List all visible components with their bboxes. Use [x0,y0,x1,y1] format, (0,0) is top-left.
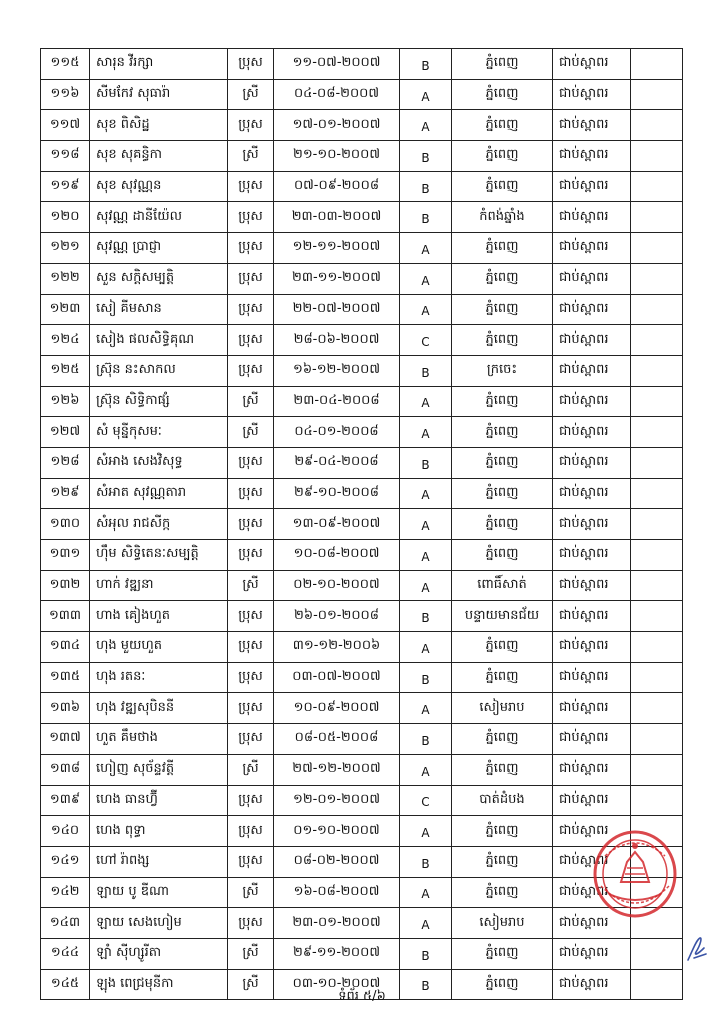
note-cell [631,263,683,294]
note-cell [631,540,683,571]
grade-cell: B [400,938,452,969]
note-cell [631,141,683,172]
row-number: ១៣១ [41,540,90,571]
student-name: សុខ ពិសិដ្ឋ [90,110,228,141]
note-cell [631,325,683,356]
sex-cell: ប្រុស [228,662,274,693]
status-cell: ជាប់ស្ពាពរ [553,233,631,264]
date-of-birth: ១៦-០៨-២០០៧ [274,877,400,908]
row-number: ១៤១ [41,846,90,877]
note-cell [631,570,683,601]
sex-cell: ប្រុស [228,355,274,386]
status-cell: ជាប់ស្ពាពរ [553,908,631,939]
sex-cell: ស្រី [228,386,274,417]
grade-cell: B [400,662,452,693]
sex-cell: ប្រុស [228,233,274,264]
table-row [41,601,683,632]
table-row [41,294,683,325]
grade-cell: A [400,754,452,785]
table-row [41,202,683,233]
table-row [41,386,683,417]
grade-cell: A [400,877,452,908]
row-number: ១២៣ [41,294,90,325]
row-number: ១៣៨ [41,754,90,785]
sex-cell: ប្រុស [228,110,274,141]
grade-cell: A [400,294,452,325]
table-row [41,263,683,294]
status-cell: ជាប់ស្ពាពរ [553,141,631,172]
row-number: ១២២ [41,263,90,294]
table-row [41,325,683,356]
row-number: ១២៦ [41,386,90,417]
status-cell: ជាប់ស្ពាពរ [553,202,631,233]
row-number: ១៣៤ [41,632,90,663]
date-of-birth: ២៩-១១-២០០៧ [274,938,400,969]
date-of-birth: ១០-០៨-២០០៧ [274,540,400,571]
note-cell [631,110,683,141]
row-number: ១២៤ [41,325,90,356]
signature-icon [684,934,710,964]
table-row [41,49,683,80]
birthplace: បន្ទាយមានជ័យ [452,601,553,632]
note-cell [631,509,683,540]
date-of-birth: ០៤-០៨-២០០៧ [274,79,400,110]
grade-cell: A [400,110,452,141]
status-cell: ជាប់ស្ពាពរ [553,110,631,141]
table-row [41,478,683,509]
status-cell: ជាប់ស្ពាពរ [553,325,631,356]
student-name: ហុង មួយហួត [90,632,228,663]
note-cell [631,938,683,969]
note-cell [631,202,683,233]
date-of-birth: ៣១-១២-២០០៦ [274,632,400,663]
status-cell: ជាប់ស្ពាពរ [553,693,631,724]
birthplace: ភ្នំពេញ [452,724,553,755]
status-cell: ជាប់ស្ពាពរ [553,540,631,571]
status-cell: ជាប់ស្ពាពរ [553,785,631,816]
date-of-birth: ០២-១០-២០០៧ [274,570,400,601]
grade-cell: A [400,386,452,417]
note-cell [631,49,683,80]
status-cell: ជាប់ស្ពាពរ [553,969,631,1000]
date-of-birth: ២៧-១២-២០០៧ [274,754,400,785]
grade-cell: B [400,355,452,386]
sex-cell: ស្រី [228,141,274,172]
date-of-birth: ២២-០៧-២០០៧ [274,294,400,325]
date-of-birth: ១៧-០១-២០០៧ [274,110,400,141]
table-row [41,540,683,571]
row-number: ១៤៤ [41,938,90,969]
note-cell [631,447,683,478]
grade-cell: A [400,417,452,448]
table-row [41,447,683,478]
status-cell: ជាប់ស្ពាពរ [553,79,631,110]
student-name: សំអុល រាជសីក្ក [90,509,228,540]
birthplace: ភ្នំពេញ [452,325,553,356]
row-number: ១២៩ [41,478,90,509]
grade-cell: A [400,632,452,663]
grade-cell: B [400,447,452,478]
note-cell [631,724,683,755]
status-cell: ជាប់ស្ពាពរ [553,662,631,693]
note-cell [631,233,683,264]
grade-cell: B [400,49,452,80]
sex-cell: ប្រុស [228,785,274,816]
table-row [41,79,683,110]
grade-cell: A [400,263,452,294]
birthplace: បាត់ដំបង [452,785,553,816]
row-number: ១៣៥ [41,662,90,693]
status-cell: ជាប់ស្ពាពរ [553,754,631,785]
student-name: ស្រ៊ុន សិទ្ធិកាផ្សំ [90,386,228,417]
status-cell: ជាប់ស្ពាពរ [553,417,631,448]
student-name: សារុន វីរក្សា [90,49,228,80]
status-cell: ជាប់ស្ពាពរ [553,171,631,202]
status-cell: ជាប់ស្ពាពរ [553,355,631,386]
status-cell: ជាប់ស្ពាពរ [553,570,631,601]
row-number: ១២៨ [41,447,90,478]
sex-cell: ប្រុស [228,632,274,663]
student-name: ហៀញ សុច័ន្ទវត្តី [90,754,228,785]
table-row [41,754,683,785]
birthplace: ភ្នំពេញ [452,754,553,785]
student-name: សុវណ្ណ ដានីយ៉ែល [90,202,228,233]
sex-cell: ប្រុស [228,816,274,847]
sex-cell: ប្រុស [228,447,274,478]
sex-cell: ប្រុស [228,724,274,755]
status-cell: ជាប់ស្ពាពរ [553,938,631,969]
sex-cell: ប្រុស [228,325,274,356]
sex-cell: ប្រុស [228,478,274,509]
sex-cell: ប្រុស [228,908,274,939]
student-name: ហុង រតនៈ [90,662,228,693]
sex-cell: ប្រុស [228,171,274,202]
grade-cell: A [400,816,452,847]
birthplace: ភ្នំពេញ [452,263,553,294]
status-cell: ជាប់ស្ពាពរ [553,509,631,540]
row-number: ១១៥ [41,49,90,80]
student-name: សំ មុន្នីកុសមៈ [90,417,228,448]
student-name: សុខ សុវណ្ណន [90,171,228,202]
birthplace: សៀមរាប [452,693,553,724]
grade-cell: A [400,478,452,509]
note-cell [631,632,683,663]
grade-cell: A [400,908,452,939]
date-of-birth: ០១-១០-២០០៧ [274,816,400,847]
grade-cell: C [400,325,452,356]
date-of-birth: ២៣-០៤-២០០៨ [274,386,400,417]
table-row [41,417,683,448]
grade-cell: A [400,509,452,540]
status-cell: ជាប់ស្ពាពរ [553,478,631,509]
birthplace: ភ្នំពេញ [452,969,553,1000]
student-name: សីមកែវ សុធារ៉ា [90,79,228,110]
sex-cell: ស្រី [228,570,274,601]
student-name: ឡាំ ស៊ីហ្សូរីតា [90,938,228,969]
date-of-birth: ២៩-១០-២០០៨ [274,478,400,509]
table-row [41,355,683,386]
date-of-birth: ០៤-០១-២០០៨ [274,417,400,448]
status-cell: ជាប់ស្ពាពរ [553,49,631,80]
row-number: ១២៧ [41,417,90,448]
birthplace: ភ្នំពេញ [452,478,553,509]
status-cell: ជាប់ស្ពាពរ [553,447,631,478]
date-of-birth: ១៦-១២-២០០៧ [274,355,400,386]
table-row [41,938,683,969]
grade-cell: B [400,601,452,632]
row-number: ១៣៣ [41,601,90,632]
date-of-birth: ១២-១១-២០០៧ [274,233,400,264]
sex-cell: ស្រី [228,417,274,448]
row-number: ១៣៦ [41,693,90,724]
birthplace: កំពង់ឆ្នាំង [452,202,553,233]
sex-cell: ស្រី [228,754,274,785]
status-cell: ជាប់ស្ពាពរ [553,386,631,417]
status-cell: ជាប់ស្ពាពរ [553,724,631,755]
birthplace: ភ្នំពេញ [452,816,553,847]
note-cell [631,294,683,325]
official-seal-icon [587,822,677,934]
birthplace: ភ្នំពេញ [452,233,553,264]
student-name: ហេង ធានហ្វ៊ី [90,785,228,816]
table-row [41,509,683,540]
student-name: ស្រ៊ុន នះសាកល [90,355,228,386]
status-cell: ជាប់ស្ពាពរ [553,263,631,294]
grade-cell: C [400,785,452,816]
sex-cell: ស្រី [228,79,274,110]
grade-cell: B [400,969,452,1000]
sex-cell: ប្រុស [228,693,274,724]
birthplace: ភ្នំពេញ [452,540,553,571]
birthplace: ភ្នំពេញ [452,938,553,969]
student-name: សំអាត សុវណ្ណតារា [90,478,228,509]
row-number: ១១៧ [41,110,90,141]
student-name: សៀង ផលសិទ្ធិគុណ [90,325,228,356]
student-name: ហាង គៀងហួត [90,601,228,632]
student-name: ឡាយ បូ ឌីណា [90,877,228,908]
note-cell [631,171,683,202]
note-cell [631,693,683,724]
grade-cell: B [400,141,452,172]
note-cell [631,79,683,110]
status-cell: ជាប់ស្ពាពរ [553,877,631,908]
student-name: ហាក់ វឌ្ឍនា [90,570,228,601]
table-row [41,724,683,755]
student-name: ហ៊ឹម សិទ្ធិតេនៈសម្បត្តិ [90,540,228,571]
student-name: ហេង ពុទ្ធា [90,816,228,847]
note-cell [631,601,683,632]
date-of-birth: ២៦-០១-២០០៨ [274,601,400,632]
sex-cell: ប្រុស [228,509,274,540]
grade-cell: A [400,693,452,724]
row-number: ១៣៧ [41,724,90,755]
birthplace: ភ្នំពេញ [452,386,553,417]
table-row [41,632,683,663]
birthplace: ភ្នំពេញ [452,877,553,908]
row-number: ១៤០ [41,816,90,847]
grade-cell: B [400,724,452,755]
status-cell: ជាប់ស្ពាពរ [553,632,631,663]
sex-cell: ប្រុស [228,49,274,80]
status-cell: ជាប់ស្ពាពរ [553,601,631,632]
student-name: សុវណ្ណ ប្រាជ្ញា [90,233,228,264]
grade-cell: B [400,171,452,202]
sex-cell: ប្រុស [228,294,274,325]
date-of-birth: ១០-០៩-២០០៧ [274,693,400,724]
date-of-birth: ១១-០៧-២០០៧ [274,49,400,80]
sex-cell: ប្រុស [228,846,274,877]
student-name: ហុង វឌ្ឍសុបិននី [90,693,228,724]
table-row [41,233,683,264]
sex-cell: ប្រុស [228,540,274,571]
birthplace: ភ្នំពេញ [452,417,553,448]
page-number: ទំព័រ ៥/៦ [338,989,386,1004]
sex-cell: ប្រុស [228,202,274,233]
date-of-birth: ២៣-១១-២០០៧ [274,263,400,294]
sex-cell: ប្រុស [228,263,274,294]
birthplace: ពោធិ៍សាត់ [452,570,553,601]
birthplace: ភ្នំពេញ [452,509,553,540]
student-name: សួន សក្តិសម្បត្តិ [90,263,228,294]
date-of-birth: ២១-១០-២០០៧ [274,141,400,172]
row-number: ១៣០ [41,509,90,540]
birthplace: ភ្នំពេញ [452,79,553,110]
grade-cell: A [400,79,452,110]
date-of-birth: ២៩-០៤-២០០៨ [274,447,400,478]
status-cell: ជាប់ស្ពាពរ [553,846,631,877]
note-cell [631,386,683,417]
row-number: ១២១ [41,233,90,264]
row-number: ១៣២ [41,570,90,601]
document-page [40,48,682,1000]
row-number: ១២៥ [41,355,90,386]
row-number: ១៤៥ [41,969,90,1000]
date-of-birth: ០៣-១០-២០០៧ [274,969,400,1000]
date-of-birth: ០៣-០៧-២០០៧ [274,662,400,693]
note-cell [631,417,683,448]
table-row [41,141,683,172]
birthplace: ភ្នំពេញ [452,447,553,478]
sex-cell: ស្រី [228,969,274,1000]
birthplace: ភ្នំពេញ [452,294,553,325]
date-of-birth: ២៨-០៦-២០០៧ [274,325,400,356]
row-number: ១១៨ [41,141,90,172]
table-row [41,785,683,816]
birthplace: ភ្នំពេញ [452,662,553,693]
row-number: ១១៦ [41,79,90,110]
sex-cell: ស្រី [228,938,274,969]
row-number: ១៤២ [41,877,90,908]
table-row [41,171,683,202]
date-of-birth: ១២-០១-២០០៧ [274,785,400,816]
birthplace: ភ្នំពេញ [452,49,553,80]
grade-cell: A [400,540,452,571]
student-name: ឡុង ពេជ្រមុនីកា [90,969,228,1000]
status-cell: ជាប់ស្ពាពរ [553,294,631,325]
note-cell [631,478,683,509]
grade-cell: A [400,570,452,601]
birthplace: ភ្នំពេញ [452,846,553,877]
date-of-birth: ២៣-០១-២០០៧ [274,908,400,939]
birthplace: ភ្នំពេញ [452,171,553,202]
table-row [41,693,683,724]
student-name: សំអាង សេងវិសុទ្ធ [90,447,228,478]
student-name: សុខ សុគន្ធិកា [90,141,228,172]
table-row [41,110,683,141]
note-cell [631,754,683,785]
row-number: ១២០ [41,202,90,233]
student-name: ឡាយ សេងហៀម [90,908,228,939]
birthplace: សៀមរាប [452,908,553,939]
grade-cell: B [400,846,452,877]
grade-cell: B [400,202,452,233]
note-cell [631,785,683,816]
sex-cell: ប្រុស [228,601,274,632]
grade-cell: A [400,233,452,264]
birthplace: ភ្នំពេញ [452,110,553,141]
date-of-birth: ២៣-០៣-២០០៧ [274,202,400,233]
birthplace: ភ្នំពេញ [452,141,553,172]
status-cell: ជាប់ស្ពាពរ [553,816,631,847]
table-row [41,662,683,693]
table-row [41,570,683,601]
date-of-birth: ០៨-០២-២០០៧ [274,846,400,877]
note-cell [631,662,683,693]
student-name: ហៅ រ៉ាពង្ស [90,846,228,877]
row-number: ១១៩ [41,171,90,202]
row-number: ១៤៣ [41,908,90,939]
student-name: សៀ គីមសាន [90,294,228,325]
row-number: ១៣៩ [41,785,90,816]
date-of-birth: ១៣-០៩-២០០៧ [274,509,400,540]
date-of-birth: ០៧-០៩-២០០៨ [274,171,400,202]
student-name: ហួត គឹមថាង [90,724,228,755]
note-cell [631,355,683,386]
birthplace: ភ្នំពេញ [452,632,553,663]
birthplace: ក្រចេះ [452,355,553,386]
date-of-birth: ០៨-០៥-២០០៨ [274,724,400,755]
sex-cell: ស្រី [228,877,274,908]
